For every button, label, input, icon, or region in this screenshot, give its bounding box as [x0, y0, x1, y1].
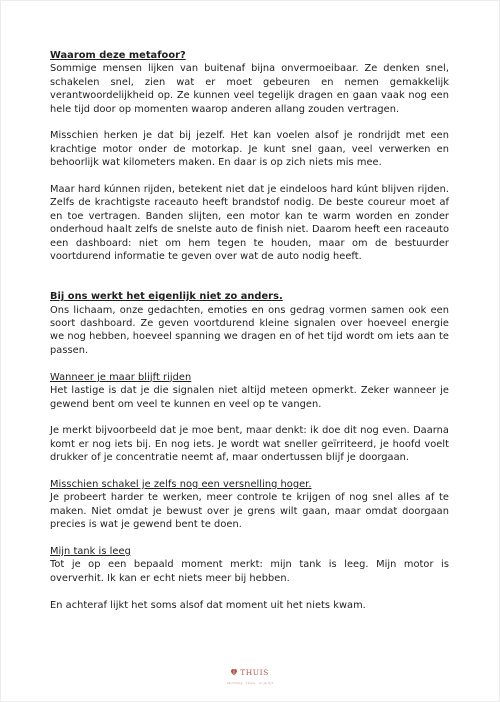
paragraph: Misschien herken je dat bij jezelf. Het kan voelen alsof je rondrijdt met een krachtige motor onder de motorkap. Je kunt snel gaan, veel verwerken en behoorlijk wat kilometers maken. En daar is op zich niets mis mee. — [50, 130, 449, 169]
paragraph: Maar hard kúnnen rijden, betekent niet dat je eindeloos hard kúnt blijven rijden. Zelfs de krachtigste raceauto heeft brandstof nodig. De beste coureur moet af en toe vertragen. Banden slijten, een motor kan te warm worden en zonder onderhoud haalt zelfs de snelste auto de finish niet. Daarom heeft een raceauto een dashboard: niet om hem tegen te houden, maar om de bestuurder voortdurend informatie te geven over wat de auto nodig heeft. — [50, 184, 449, 263]
heart-mark-icon — [231, 669, 237, 676]
brand-logo — [231, 668, 268, 677]
paragraph: Je probeert harder te werken, meer controle te krijgen of nog snel alles af te maken. Niet omdat je bewust over je grens wilt gaan, maar omdat doorgaan precies is wat je gewend bent te doen. — [50, 492, 449, 531]
paragraph: En achteraf lijkt het soms alsof dat moment uit het niets kwam. — [50, 599, 366, 611]
paragraph: Ons lichaam, onze gedachten, emoties en ons gedrag vormen samen ook een soort dashboard. Ze geven voortdurend kleine signalen over hoeveel energie we nog hebben, hoeveel spanning we dragen en of het tijd wordt om iets aan te passen. — [50, 304, 449, 356]
paragraph: Tot je op een bepaald moment merkt: mijn tank is leeg. Mijn motor is oververhit. Ik kan er echt niets meer bij hebben. — [50, 559, 449, 584]
paragraph: Je merkt bijvoorbeeld dat je moe bent, maar denkt: ik doe dit nog even. Daarna komt er nog iets bij. En nog iets. Je wordt wat sneller geïrriteerd, je hoofd voelt drukker of je concentratie neemt af, maar ondertussen blijf je doorgaan. — [50, 425, 449, 464]
subheading-keep-driving: Wanneer je maar blijft rijden — [50, 371, 192, 383]
subheading-empty-tank: Mijn tank is leeg — [50, 545, 131, 557]
paragraph: Het lastige is dat je die signalen niet altijd meteen opmerkt. Zeker wanneer je gewend bent om veel te kunnen en veel op te vangen. — [50, 385, 449, 410]
section-heading-body: Bij ons werkt het eigenlijk niet zo anders. — [50, 291, 283, 303]
logo-tagline: stichting · thuis · in je lijf — [227, 681, 273, 685]
document-body — [50, 49, 449, 612]
logo-text: THUIS — [240, 668, 269, 677]
section-heading-metaphor: Waarom deze metafoor? — [50, 50, 186, 61]
subheading-shift-up: Misschien schakel je zelfs nog een versnelling hoger. — [50, 478, 312, 490]
page-footer — [0, 661, 500, 685]
paragraph: Sommige mensen lijken van buitenaf bijna onvermoeibaar. Ze denken snel, schakelen snel, zien wat er moet gebeuren en nemen gemakkelijk verantwoordelijkheid op. Ze kunnen veel tegelijk dragen en gaan vaak nog een hele tijd door op momenten waarop anderen allang zouden vertragen. — [50, 63, 449, 115]
